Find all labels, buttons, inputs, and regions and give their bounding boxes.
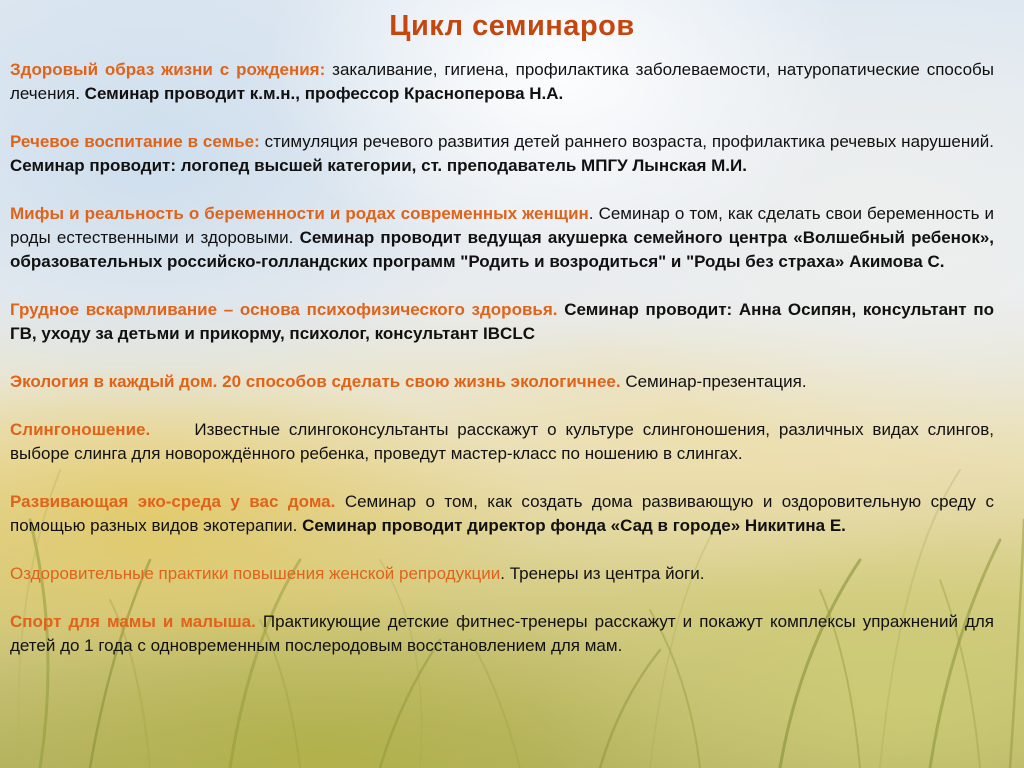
seminar-description: Практикующие детские фитнес-тренеры расскажут и покажут комплексы упражнений для детей до 1 года с одновременным послеродовым восстановлением для мам. — [10, 612, 995, 655]
seminar-heading: Развивающая эко-среда у вас дома. — [10, 492, 336, 511]
seminar-item-reproductive-health — [10, 562, 994, 586]
seminar-heading: Мифы и реальность о беременности и родах современных женщин — [10, 204, 589, 223]
seminar-description: . Семинар о том, как сделать свои беременность и роды естественными и здоровыми. — [10, 204, 994, 247]
seminar-description: Семинар-презентация. — [620, 372, 807, 391]
seminar-item-speech-education — [10, 130, 994, 178]
seminar-item-ecology — [10, 370, 994, 394]
seminar-presenter: Семинар проводит: Анна Осипян, консультант по ГВ, уходу за детьми и прикорму, психолог, консультант IBCLC — [10, 300, 994, 343]
seminar-heading: Экология в каждый дом. 20 способов сделать свою жизнь экологичнее. — [10, 372, 621, 391]
seminar-heading: Здоровый образ жизни с рождения: — [10, 60, 326, 79]
seminar-description: . Тренеры из центра йоги. — [500, 564, 705, 583]
seminar-item-babywearing — [10, 418, 999, 466]
seminar-description: Известные слингоконсультанты расскажут о культуре слингоношения, различных видах слингов, выборе слинга для новорождённого ребенка, проведут мастер-класс по ношению в слингах. — [10, 420, 999, 463]
seminar-heading: Слингоношение. — [10, 420, 151, 439]
seminar-heading: Грудное вскармливание – основа психофизического здоровья. — [10, 300, 558, 319]
seminar-item-healthy-lifestyle — [10, 58, 994, 106]
seminar-item-breastfeeding — [10, 298, 994, 346]
seminar-list — [10, 58, 999, 682]
seminar-presenter: Семинар проводит: логопед высшей категории, ст. преподаватель МПГУ Лынская М.И. — [10, 156, 747, 175]
seminar-presenter: Семинар проводит директор фонда «Сад в городе» Никитина Е. — [302, 516, 846, 535]
seminar-presenter: Семинар проводит к.м.н., профессор Красноперова Н.А. — [84, 84, 564, 103]
seminar-description: стимуляция речевого развития детей раннего возраста, профилактика речевых нарушений. — [259, 132, 994, 151]
seminar-item-eco-environment — [10, 490, 994, 538]
seminar-description: Семинар о том, как создать дома развивающую и оздоровительную среду с помощью разных видов экотерапии. — [10, 492, 994, 535]
seminar-heading: Оздоровительные практики повышения женской репродукции — [10, 564, 501, 583]
seminar-description: закаливание, гигиена, профилактика заболеваемости, натуропатические способы лечения. — [10, 60, 994, 103]
seminar-heading: Спорт для мамы и малыша. — [10, 612, 256, 631]
seminar-item-pregnancy-myths — [10, 202, 994, 274]
seminar-heading: Речевое воспитание в семье: — [10, 132, 260, 151]
seminar-item-sport-mom-baby — [10, 610, 994, 658]
slide-title: Цикл семинаров — [389, 10, 635, 42]
seminar-presenter: Семинар проводит ведущая акушерка семейного центра «Волшебный ребенок», образовательных российско-голландских программ "Родить и возродиться" и "Роды без страха» Акимова С. — [10, 228, 995, 271]
